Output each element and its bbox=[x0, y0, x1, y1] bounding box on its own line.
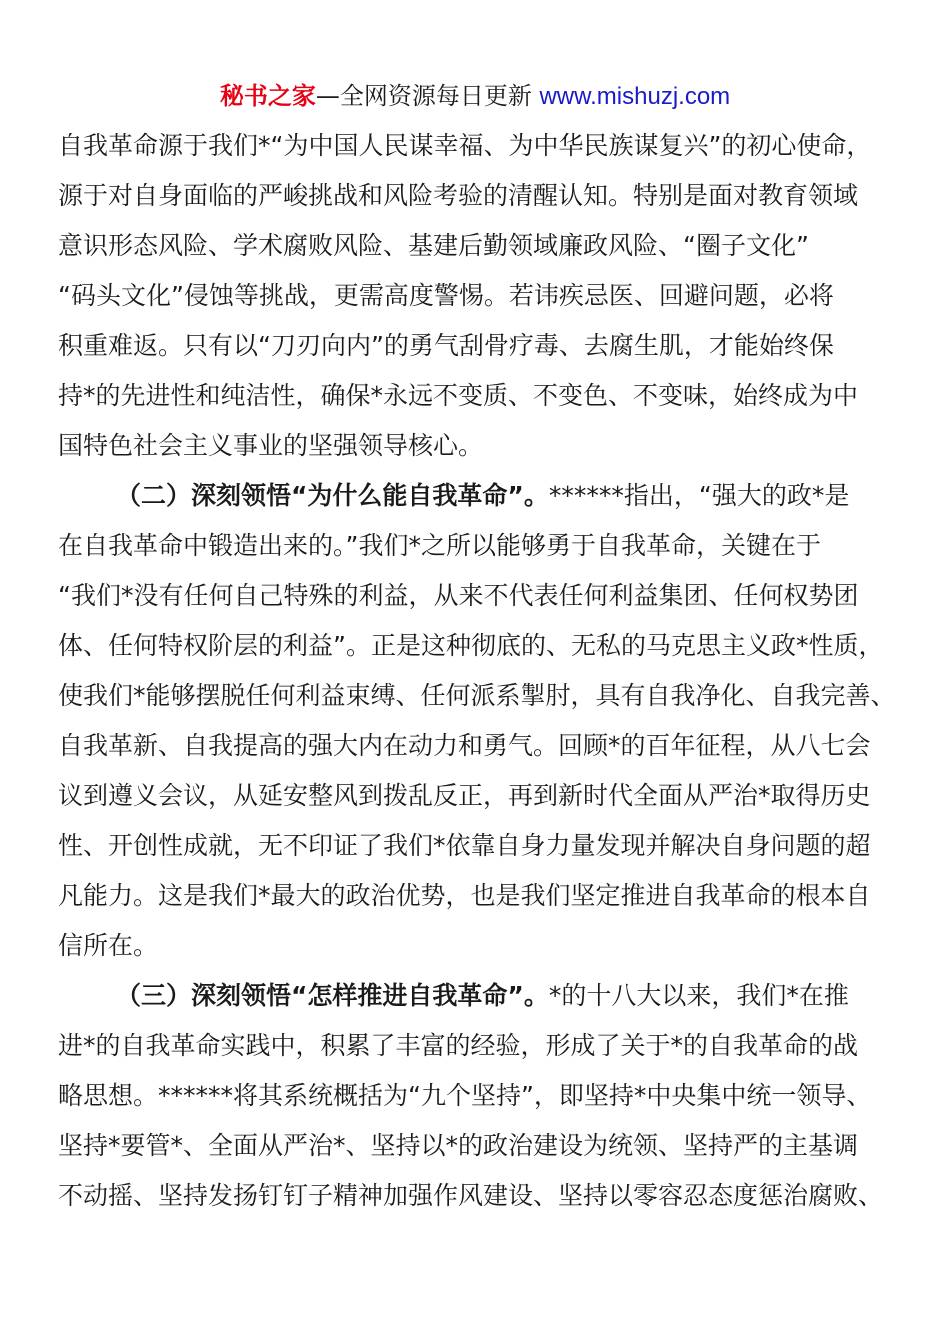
text-line bbox=[58, 471, 900, 521]
text-line: 自我革命源于我们*“为中国人民谋幸福、为中华民族谋复兴”的初心使命， bbox=[58, 131, 872, 160]
section-heading-3: （三）深刻领悟“怎样推进自我革命”。 bbox=[116, 981, 549, 1010]
text-line bbox=[58, 971, 900, 1021]
section-heading-2: （二）深刻领悟“为什么能自我革命”。 bbox=[116, 481, 549, 510]
text-line: 不动摇、坚持发扬钉钉子精神加强作风建设、坚持以零容忍态度惩治腐败、 bbox=[58, 1181, 884, 1210]
document-body bbox=[58, 121, 900, 1221]
heading-continuation: ******指出，“强大的政*是 bbox=[548, 481, 850, 510]
text-line: “码头文化”侵蚀等挑战，更需高度警惕。若讳疾忌医、回避问题，必将 bbox=[58, 281, 834, 310]
site-tagline: —全网资源每日更新 bbox=[315, 82, 532, 110]
text-line: 体、任何特权阶层的利益”。正是这种彻底的、无私的马克思主义政*性质， bbox=[58, 631, 884, 660]
text-line: “我们*没有任何自己特殊的利益，从来不代表任何利益集团、任何权势团 bbox=[58, 581, 859, 610]
text-line: 略思想。******将其系统概括为“九个坚持”，即坚持*中央集中统一领导、 bbox=[58, 1081, 872, 1110]
text-line: 自我革新、自我提高的强大内在动力和勇气。回顾*的百年征程，从八七会 bbox=[58, 731, 871, 760]
heading-continuation: *的十八大以来，我们*在推 bbox=[548, 981, 849, 1010]
text-line: 信所在。 bbox=[58, 931, 159, 960]
paragraph-1 bbox=[58, 121, 900, 471]
text-line: 国特色社会主义事业的坚强领导核心。 bbox=[58, 431, 484, 460]
site-header bbox=[0, 78, 950, 115]
text-line: 性、开创性成就，无不印证了我们*依靠自身力量发现并解决自身问题的超 bbox=[58, 831, 871, 860]
paragraph-3 bbox=[58, 971, 900, 1221]
text-line: 积重难返。只有以“刀刃向内”的勇气刮骨疗毒、去腐生肌，才能始终保 bbox=[58, 331, 834, 360]
text-line: 使我们*能够摆脱任何利益束缚、任何派系掣肘，具有自我净化、自我完善、 bbox=[58, 681, 896, 710]
text-line: 凡能力。这是我们*最大的政治优势，也是我们坚定推进自我革命的根本自 bbox=[58, 881, 871, 910]
site-url-link[interactable]: www.mishuzj.com bbox=[539, 83, 731, 110]
text-line: 意识形态风险、学术腐败风险、基建后勤领域廉政风险、“圈子文化” bbox=[58, 231, 809, 260]
text-line: 议到遵义会议，从延安整风到拨乱反正，再到新时代全面从严治*取得历史 bbox=[58, 781, 871, 810]
text-line: 源于对自身面临的严峻挑战和风险考验的清醒认知。特别是面对教育领域 bbox=[58, 181, 859, 210]
text-line: 进*的自我革命实践中，积累了丰富的经验，形成了关于*的自我革命的战 bbox=[58, 1031, 859, 1060]
site-brand: 秘书之家 bbox=[219, 82, 316, 110]
paragraph-2 bbox=[58, 471, 900, 971]
text-line: 在自我革命中锻造出来的。”我们*之所以能够勇于自我革命，关键在于 bbox=[58, 531, 821, 560]
text-line: 坚持*要管*、全面从严治*、坚持以*的政治建设为统领、坚持严的主基调 bbox=[58, 1131, 859, 1160]
text-line: 持*的先进性和纯洁性，确保*永远不变质、不变色、不变味，始终成为中 bbox=[58, 381, 859, 410]
